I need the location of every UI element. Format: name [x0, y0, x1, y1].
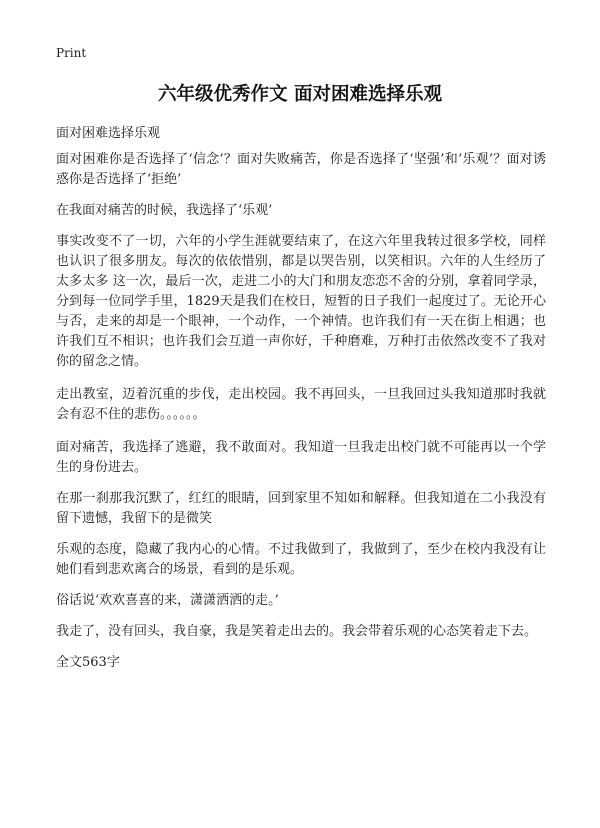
paragraph: 面对痛苦，我选择了逃避，我不敢面对。我知道一旦我走出校门就不可能再以一个学生的身份进去。: [56, 440, 546, 475]
paragraph: 在那一刹那我沉默了，红红的眼睛，回到家里不知如和解释。但我知道在二小我没有留下遗憾，我留下的是微笑: [56, 491, 546, 526]
article-subtitle: 面对困难选择乐观: [56, 126, 161, 141]
paragraph: 走出教室，迈着沉重的步伐，走出校园。我不再回头，一旦我回过头我知道那时我就会有忍不住的悲伤。。。。。。: [56, 387, 546, 422]
paragraph: 乐观的态度，隐藏了我内心的心情。不过我做到了，我做到了，至少在校内我没有让她们看到悲欢离合的场景，看到的是乐观。: [56, 542, 546, 577]
page-title: 六年级优秀作文 面对困难选择乐观: [158, 84, 442, 105]
print-link[interactable]: Print: [56, 46, 87, 60]
paragraph: 在我面对痛苦的时候，我选择了‘乐观’: [56, 203, 273, 218]
article-body: [56, 150, 546, 684]
paragraph: 我走了，没有回头，我自豪，我是笑着走出去的。我会带着乐观的心态笑着走下去。: [56, 624, 538, 639]
paragraph: 事实改变不了一切，六年的小学生涯就要结束了，在这六年里我转过很多学校，同样也认识了很多朋友。每次的依依惜别，都是以哭告别，以笑相识。六年的人生经历了太多太多 这一次，最后一次，走进二小的大门和朋友恋恋不舍的分别，拿着同学录，分到每一位同学手里，1829天是我们在校日，短暂的日子我们一起度过了。无论开心与否，走来的却是一个眼神，一个动作，一个神情。也许我们有一天在街上相遇；也许我们互不相识；也许我们会互道一声你好，千种磨难，万种打击依然改变不了我对你的留念之情。: [56, 234, 546, 369]
paragraph: 俗话说‘欢欢喜喜的来，潇潇洒洒的走。’: [56, 593, 279, 608]
paragraph: 面对困难你是否选择了‘信念’？面对失败痛苦，你是否选择了‘坚强’和‘乐观’？面对诱惑你是否选择了‘拒绝’: [56, 152, 546, 187]
word-count: 全文563字: [56, 655, 120, 670]
